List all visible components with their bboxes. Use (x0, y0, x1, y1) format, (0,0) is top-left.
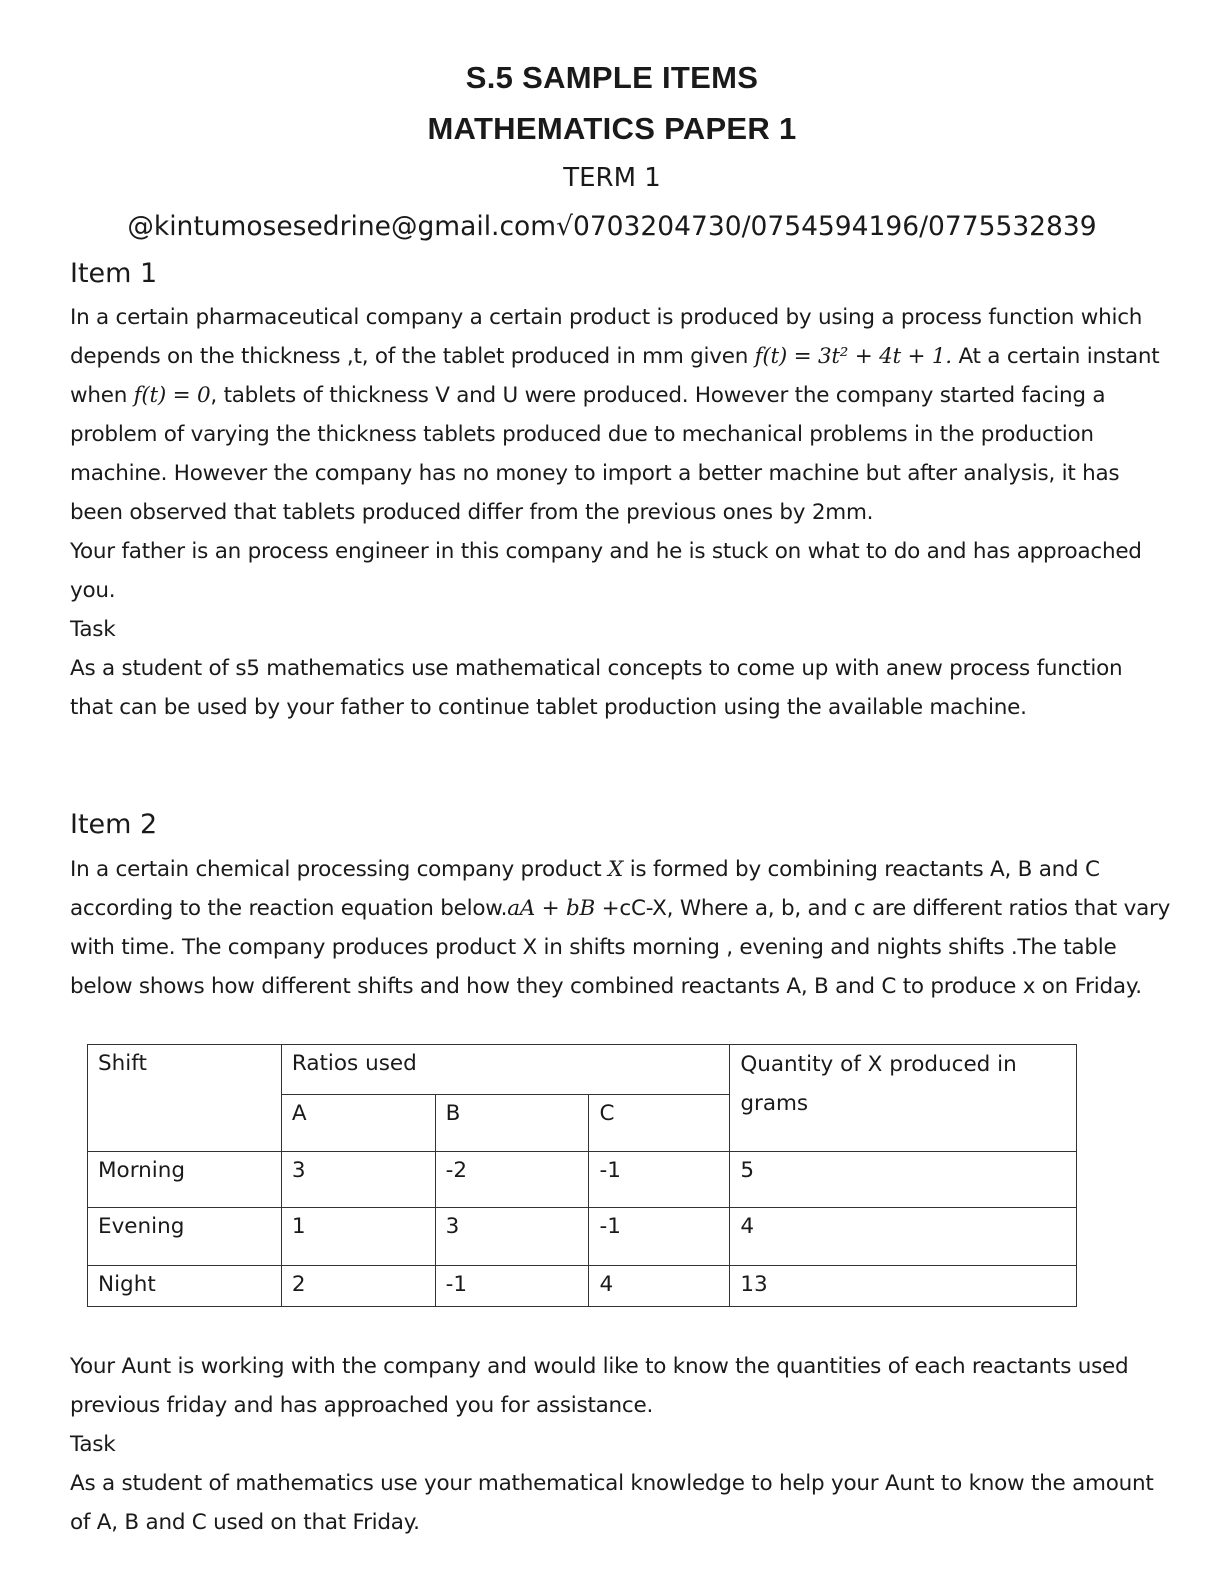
header-ratios-used: Ratios used (281, 1045, 729, 1095)
item-2-text-c: +cC-X, Where a, b, and c are different ratios that vary with time. The company produces product X in shifts morning , evening and nights shifts .The table below shows how different shifts and how they combined reactants A, B and C to produce x on Friday. (70, 896, 1171, 999)
item-1-text-c: , tablets of thickness V and U were produced. However the company started facing a problem of varying the thickness tablets produced due to mechanical problems in the production machine. However the company has no money to import a better machine but after analysis, it has been observed that tablets produced differ from the previous ones by 2mm. (70, 383, 1120, 525)
reaction-equation: aA + bB (507, 896, 596, 921)
cell-shift: Evening (88, 1208, 282, 1266)
function-zero-equation: f(t) = 0 (133, 383, 211, 408)
cell-c: 4 (589, 1266, 730, 1307)
cell-a: 1 (281, 1208, 435, 1266)
header-ratio-a: A (281, 1095, 435, 1152)
item-1-father-paragraph: Your father is an process engineer in this company and he is stuck on what to do and has approached you. (70, 539, 1142, 603)
cell-shift: Morning (88, 1152, 282, 1208)
item-2-text-a: In a certain chemical processing company product (70, 857, 609, 882)
header-quantity: Quantity of X produced in grams (730, 1045, 1077, 1152)
term-label: TERM 1 (563, 163, 661, 193)
header-shift: Shift (88, 1045, 282, 1152)
item-2-task-label: Task (70, 1432, 116, 1457)
cell-quantity: 13 (730, 1266, 1077, 1307)
item-1-task-label: Task (70, 617, 116, 642)
cell-b: -2 (435, 1152, 589, 1208)
cell-quantity: 4 (730, 1208, 1077, 1266)
cell-a: 3 (281, 1152, 435, 1208)
item-2-task-text: As a student of mathematics use your mathematical knowledge to help your Aunt to know the amount of A, B and C used on that Friday. (70, 1471, 1154, 1535)
item-1-body (70, 298, 1170, 727)
cell-b: 3 (435, 1208, 589, 1266)
shifts-table (87, 1044, 1077, 1307)
cell-quantity: 5 (730, 1152, 1077, 1208)
cell-c: -1 (589, 1152, 730, 1208)
title-line-2: MATHEMATICS PAPER 1 (427, 111, 797, 146)
table-row (88, 1152, 1077, 1208)
header-ratio-b: B (435, 1095, 589, 1152)
table-row (88, 1208, 1077, 1266)
contact-line: @kintumosesedrine@gmail.com√0703204730/0754594196/0775532839 (127, 211, 1097, 242)
title-line-1: S.5 SAMPLE ITEMS (465, 60, 759, 95)
item-1-heading: Item 1 (70, 258, 158, 289)
process-function-equation: f(t) = 3t² + 4t + 1. (754, 344, 952, 369)
item-2-aunt-paragraph: Your Aunt is working with the company and would like to know the quantities of each reactants used previous friday and has approached you for assistance. (70, 1354, 1129, 1418)
item-1-task-text: As a student of s5 mathematics use mathematical concepts to come up with anew process function that can be used by your father to continue tablet production using the available machine. (70, 656, 1123, 720)
item-2-closing (70, 1347, 1170, 1542)
item-2-intro (70, 850, 1180, 1006)
cell-a: 2 (281, 1266, 435, 1307)
cell-shift: Night (88, 1266, 282, 1307)
item-2-paragraph (70, 850, 1180, 1006)
cell-c: -1 (589, 1208, 730, 1266)
header-ratio-c: C (589, 1095, 730, 1152)
table-row (88, 1266, 1077, 1307)
item-2-text-b: is formed by combining reactants A, B and C according to the reaction equation below. (70, 857, 1100, 921)
item-2-heading: Item 2 (70, 809, 158, 840)
cell-b: -1 (435, 1266, 589, 1307)
product-x-symbol: X (608, 857, 624, 882)
item-1-text-a: In a certain pharmaceutical company a certain product is produced by using a process function which depends on the thickness ,t, of the tablet produced in mm given (70, 305, 1143, 369)
item-1-paragraph (70, 298, 1170, 532)
item-1-text-b: At a certain instant when (70, 344, 1160, 408)
